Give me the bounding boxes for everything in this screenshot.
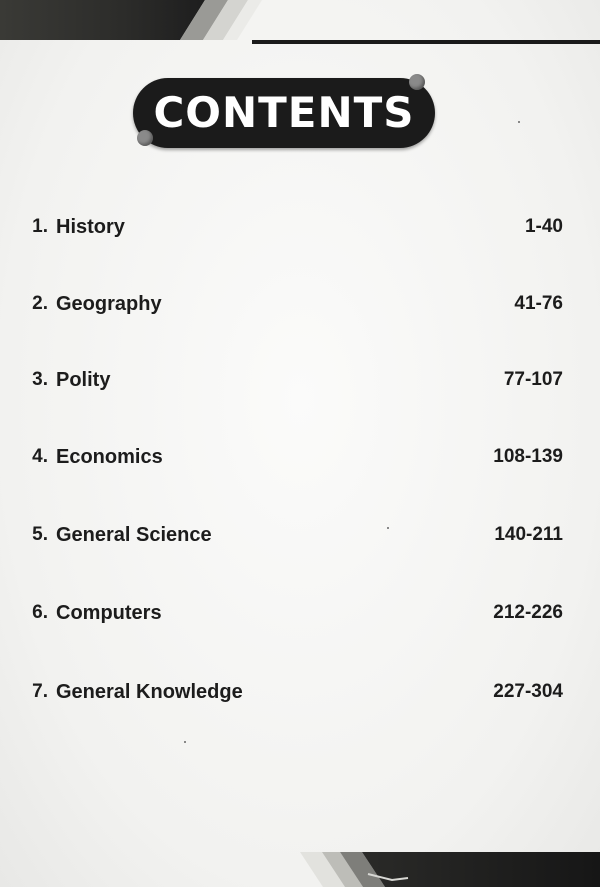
print-speck xyxy=(387,527,389,529)
toc-entry-economics xyxy=(18,442,563,472)
toc-entry-number: 2. xyxy=(32,293,48,314)
toc-entry-number: 6. xyxy=(32,602,48,623)
toc-entry-title: Economics xyxy=(56,446,163,468)
print-speck xyxy=(518,121,520,123)
toc-entry-general-knowledge xyxy=(18,677,563,707)
toc-entry-pages: 41-76 xyxy=(514,293,563,314)
toc-entry-title: Computers xyxy=(56,602,162,624)
toc-entry-title: General Science xyxy=(56,524,212,546)
page-title: CONTENTS xyxy=(153,88,415,137)
print-speck xyxy=(184,741,186,743)
bottom-decorative-band xyxy=(0,852,600,887)
toc-entry-number: 1. xyxy=(32,216,48,237)
toc-entry-pages: 77-107 xyxy=(503,369,563,390)
toc-entry-pages: 140-211 xyxy=(494,524,563,545)
toc-entry-number: 7. xyxy=(32,681,48,702)
toc-entry-title: History xyxy=(56,216,125,238)
toc-entry-polity xyxy=(18,365,563,395)
toc-entry-title: Polity xyxy=(56,369,111,391)
toc-entry-geography xyxy=(18,289,563,319)
toc-entry-number: 3. xyxy=(32,369,48,390)
toc-entry-computers xyxy=(18,598,563,628)
toc-entry-pages: 108-139 xyxy=(493,446,563,467)
toc-entry-pages: 227-304 xyxy=(493,681,563,702)
toc-entry-pages: 1-40 xyxy=(524,216,563,237)
toc-entry-general-science xyxy=(18,520,563,550)
toc-entry-title: General Knowledge xyxy=(56,681,243,703)
toc-entry-number: 5. xyxy=(32,524,48,545)
toc-entry-history xyxy=(18,212,563,242)
toc-entry-pages: 212-226 xyxy=(493,602,563,623)
toc-entry-number: 4. xyxy=(32,446,48,467)
toc-entry-title: Geography xyxy=(56,293,162,315)
